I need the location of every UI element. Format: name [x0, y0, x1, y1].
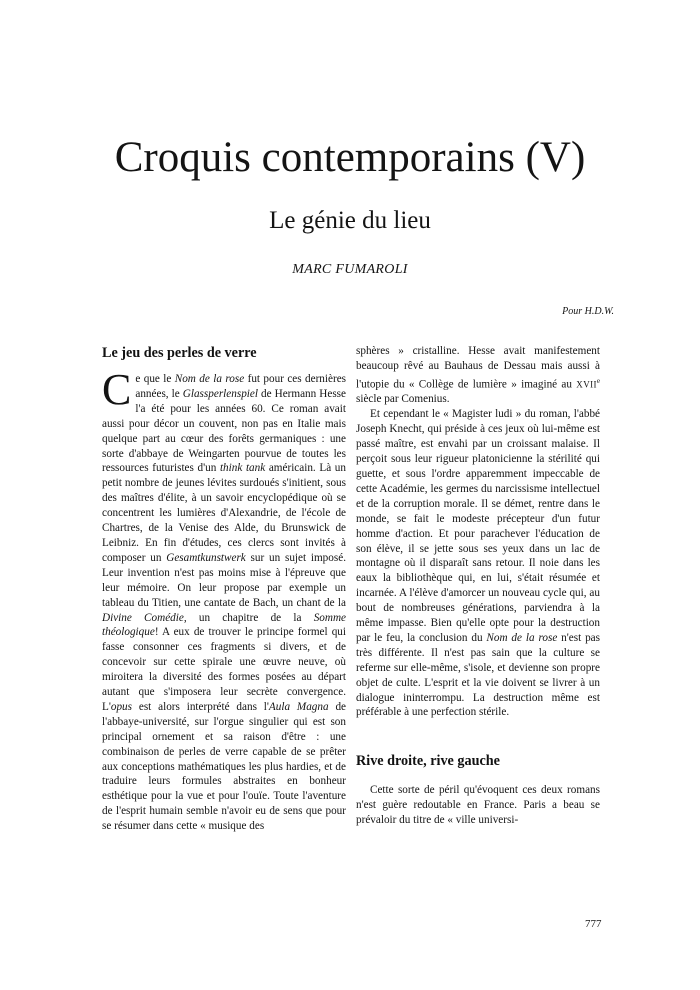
author-name: MARC FUMAROLI [292, 262, 408, 277]
italic-title: Nom de la rose [174, 373, 245, 385]
text-run: sphères » cristalline. Hesse avait manifestement beaucoup rêvé au Bauhaus de Dessau mais aussi à l'utopie du « Collège de lumière » imaginé au [356, 345, 600, 391]
text-run: de Hermann Hesse l'a été pour les années 60. Ce roman avait aussi pour décor un couvent, non pas en Italie mais quelque part au cœur des forêts germaniques : une sorte d'abbaye de Weingarten pourvue de toutes les ressources futuristes d'un [102, 387, 347, 475]
italic-title: Glassperlenspiel [182, 387, 258, 400]
text-run: n'est pas très différente. Il n'est pas sain que la culture se referme sur elle-même, s'isole, et devienne son propre objet de culte. L'esprit et la vie doivent se livrer à un dialogue ininterrompu. La destruction même est préférable à une perfection stérile. [356, 631, 600, 719]
text-run: est alors interprété dans l' [132, 700, 269, 713]
article-title: Croquis contemporains (V) [114, 134, 586, 181]
drop-cap: C [102, 365, 132, 414]
text-run: fut pour ces dernières années, le [135, 373, 347, 400]
paragraph-intro [102, 365, 347, 834]
text-run: e que le [135, 373, 175, 385]
century-numeral: XVII [576, 379, 597, 390]
text-run: sur un sujet imposé. Leur invention n'est pas moins mise à l'épreuve que leur mémoire. On leur propose par exemple un tableau du Titien, une cantate de Bach, un chant de la [102, 551, 346, 609]
italic-term: Aula Magna [268, 700, 329, 713]
text-run: américain. Là un petit nombre de jeunes lévites surdoués s'initient, sous des maîtres d'élite, à un savoir encyclopédique où se concentrent les lumières d'Alexandrie, de l'école de Chartres, de la Venise des Alde, du Brunswick de Leibniz. En fin d'études, ces clercs sont invités à composer un [102, 462, 346, 564]
italic-title: Somme théologique [102, 611, 346, 639]
section-heading-rive: Rive droite, rive gauche [356, 753, 500, 770]
text-run: siècle par Comenius. [356, 393, 450, 406]
text-run: un chapitre de la [186, 611, 314, 624]
italic-term: Gesamtkunstwerk [166, 551, 246, 564]
right-column [356, 344, 600, 828]
paragraph-continuation [356, 344, 600, 407]
italic-term: opus [110, 700, 132, 713]
paragraph-magister [356, 407, 600, 720]
italic-term: think tank [219, 462, 266, 475]
left-column [102, 344, 346, 834]
paragraph-peril: Cette sorte de péril qu'évoquent ces deux romans n'est guère redoutable en France. Paris a beau se prévaloir du titre de « ville universi- [356, 784, 600, 827]
text-run: ! A eux de trouver le principe formel qui fasse consonner ces fragments si divers, et de concevoir sur cette spirale une œuvre neuve, où miroitera la diversité des formes posées au départ autant que s'imposera leur secrète convergence. L' [102, 626, 346, 713]
article-subtitle: Le génie du lieu [269, 207, 431, 234]
superscript: e [596, 376, 600, 385]
section-heading-perles: Le jeu des perles de verre [102, 345, 257, 361]
page-number: 777 [585, 918, 602, 930]
italic-title: Nom de la rose [486, 631, 558, 644]
text-run: Et cependant le « Magister ludi » du roman, l'abbé Joseph Knecht, qui préside à ces jeux où lui-même est passé maître, est envahi par un croissant malaise. Il perçoit sous leur rigueur platonicienne la stérilité qui guette, et sous l'ordre apparemment impeccable de cette Académie, les germes du narcissisme intellectuel et de la corruption morale. Il se démet, rentre dans le monde, se fait le modeste précepteur d'un futur homme d'action. Et pour parachever l'éducation de son élève, il se jette sous ses yeux dans un lac de montagne où il disparaît sans retour. Il noie dans les eaux la bibliothèque qui, en lui, s'était résumée et incarnée. A l'élève d'amorcer un nouveau cycle qui, au bout de nombreuses générations, parviendra à la même impasse. Bien qu'elle opte pour la destruction par le feu, la conclusion du [356, 408, 600, 644]
dedication: Pour H.D.W. [562, 306, 614, 317]
text-run: de l'abbaye-université, sur l'orgue singulier qui est son principal ornement et sa raison d'être : une combinaison de perles de verre capable de se prêter aux conceptions mathématiques les plus hardies, et de traduire leurs formules abstraites en bonheur esthétique pour la vue et pour l'ouïe. Toute l'aventure de l'esprit humain semble n'avoir eu de sens que pour se résumer dans cette « musique des [102, 700, 347, 833]
italic-title: Divine Comédie, [102, 611, 187, 624]
